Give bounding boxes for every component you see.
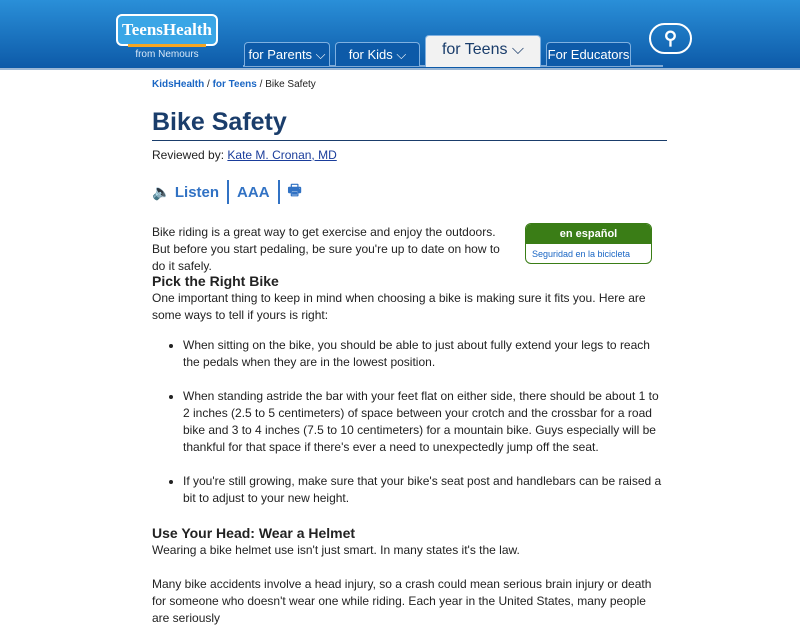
list-item: • When standing astride the bar with your feet flat on either side, there should be about 1 to 2 inches (2.5 to 5 centimeters) of space between your crotch and the crossbar for a road bike and 3 to 4 inches (7.5 to 10 centimeters) for a mountain bike. Guys especially will be thankful for that space if there's ever a need to unexpectedly jump off the seat. xyxy=(183,388,662,456)
spanish-title: en español xyxy=(526,224,651,244)
breadcrumb-section[interactable]: for Teens xyxy=(212,79,257,90)
paragraph: One important thing to keep in mind when choosing a bike is making sure it fits you. Here are some ways to tell if yours is right: xyxy=(152,291,646,322)
tab-for-kids[interactable]: for Kids ⌵ xyxy=(335,42,420,66)
list-item: • If you're still growing, make sure that your bike's seat post and handlebars can be raised a bit to adjust to your new height. xyxy=(183,473,662,507)
search-icon: ⚲ xyxy=(663,28,678,48)
divider xyxy=(227,180,229,204)
intro-text: Bike riding is a great way to get exercise and enjoy the outdoors. But before you start pedaling, be sure you're up to date on how to do it safely. xyxy=(152,225,500,273)
breadcrumb-current: Bike Safety xyxy=(265,79,316,90)
divider xyxy=(278,180,280,204)
page-title: Bike Safety xyxy=(152,108,667,141)
print-icon[interactable]: 🖶 xyxy=(287,181,302,199)
text-size-button[interactable]: AAA xyxy=(237,183,270,201)
breadcrumb-home[interactable]: KidsHealth xyxy=(152,79,205,90)
listen-button[interactable]: Listen xyxy=(174,183,220,201)
reviewed-label: Reviewed by: xyxy=(152,148,225,162)
breadcrumb: KidsHealth / for Teens / Bike Safety xyxy=(152,79,316,90)
article-body xyxy=(152,272,662,627)
section-heading: Use Your Head: Wear a Helmet xyxy=(152,525,356,541)
bullet-list xyxy=(183,337,662,507)
search-button[interactable] xyxy=(649,23,692,54)
reviewed-by xyxy=(152,148,337,162)
tab-for-parents[interactable]: for Parents ⌵ xyxy=(244,42,330,66)
spanish-link[interactable]: Seguridad en la bicicleta xyxy=(532,249,631,259)
article-tools xyxy=(152,180,302,204)
speaker-icon[interactable]: 🔈 xyxy=(152,184,171,201)
tab-for-educators[interactable]: For Educators xyxy=(546,42,631,66)
site-header xyxy=(0,0,800,70)
paragraph: Many bike accidents involve a head injury, so a crash could mean serious brain injury or death for someone who doesn't wear one while riding. Each year in the United States, many people are seriously xyxy=(152,577,652,625)
spanish-box xyxy=(525,223,652,264)
list-item: • When sitting on the bike, you should be able to just about fully extend your legs to reach the pedals when they are in the lowest position. xyxy=(183,337,662,371)
paragraph: Wearing a bike helmet use isn't just smart. In many states it's the law. xyxy=(152,543,520,557)
logo-subtitle: from Nemours xyxy=(135,49,199,60)
tab-for-teens[interactable]: for Teens ⌵ xyxy=(425,35,541,67)
logo[interactable]: TeensHealth xyxy=(116,14,218,46)
section-heading: Pick the Right Bike xyxy=(152,273,279,289)
reviewer-link[interactable]: Kate M. Cronan, MD xyxy=(227,148,337,162)
